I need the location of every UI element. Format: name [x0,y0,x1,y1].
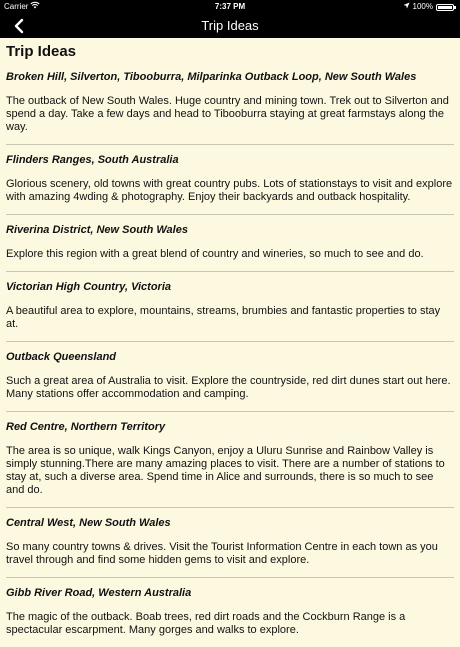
trip-name: Central West, New South Wales [6,517,171,529]
trip-name: Outback Queensland [6,351,117,363]
navigation-bar [0,14,460,38]
carrier-label: Carrier [4,2,29,11]
status-right-group [403,0,456,14]
battery-percent: 100% [412,2,433,11]
trip-item [6,215,454,272]
trip-description: The magic of the outback. Boab trees, red dirt roads and the Cockburn Range is a spectacular escarpment. Many gorges and walks to explore. [6,611,406,636]
trip-description: The area is so unique, walk Kings Canyon, enjoy a Uluru Sunrise and Rainbow Valley is simply stunning.There are many amazing places to visit. There are a number of stations to stay at, such a diverse area. Spend time in Alice and surrounds, there is so much to see and do. [6,445,445,496]
trip-description: A beautiful area to explore, mountains, streams, brumbies and fantastic properties to stay at. [6,305,441,330]
trip-item [6,508,454,578]
trip-item [6,272,454,342]
location-arrow-icon [403,0,410,14]
status-bar [0,0,460,14]
trip-name: Victorian High Country, Victoria [6,281,172,293]
trip-description: Explore this region with a great blend of country and wineries, so much to see and do. [6,248,424,260]
trip-item [6,342,454,412]
page-title: Trip Ideas [6,43,77,60]
back-button[interactable] [10,16,30,36]
trip-name: Broken Hill, Silverton, Tibooburra, Milparinka Outback Loop, New South Wales [6,71,417,83]
battery-icon [436,4,456,11]
trip-list-content[interactable] [0,38,460,647]
trip-description: The outback of New South Wales. Huge country and mining town. Trek out to Silverton and spend a day. Take a few days and head to Tibooburra staying at great farmstays along the way. [6,95,449,133]
trip-name: Riverina District, New South Wales [6,224,188,236]
trip-item [6,578,454,637]
nav-title: Trip Ideas [201,18,259,33]
trip-description: Such a great area of Australia to visit. Explore the countryside, red dirt dunes start out here. Many stations offer accommodation and camping. [6,375,451,400]
trip-item [6,69,454,145]
trip-name: Gibb River Road, Western Australia [6,587,192,599]
trip-name: Flinders Ranges, South Australia [6,154,179,166]
trip-item [6,412,454,508]
trip-description: So many country towns & drives. Visit the Tourist Information Centre in each town as you travel through and find some hidden gems to visit and explore. [6,541,438,566]
trip-item [6,145,454,215]
trip-name: Red Centre, Northern Territory [6,421,166,433]
status-time: 7:37 PM [214,2,246,11]
trip-description: Glorious scenery, old towns with great country pubs. Lots of stationstays to visit and explore with amazing 4wding & photography. Enjoy their backyards and outback hospitality. [6,178,453,203]
